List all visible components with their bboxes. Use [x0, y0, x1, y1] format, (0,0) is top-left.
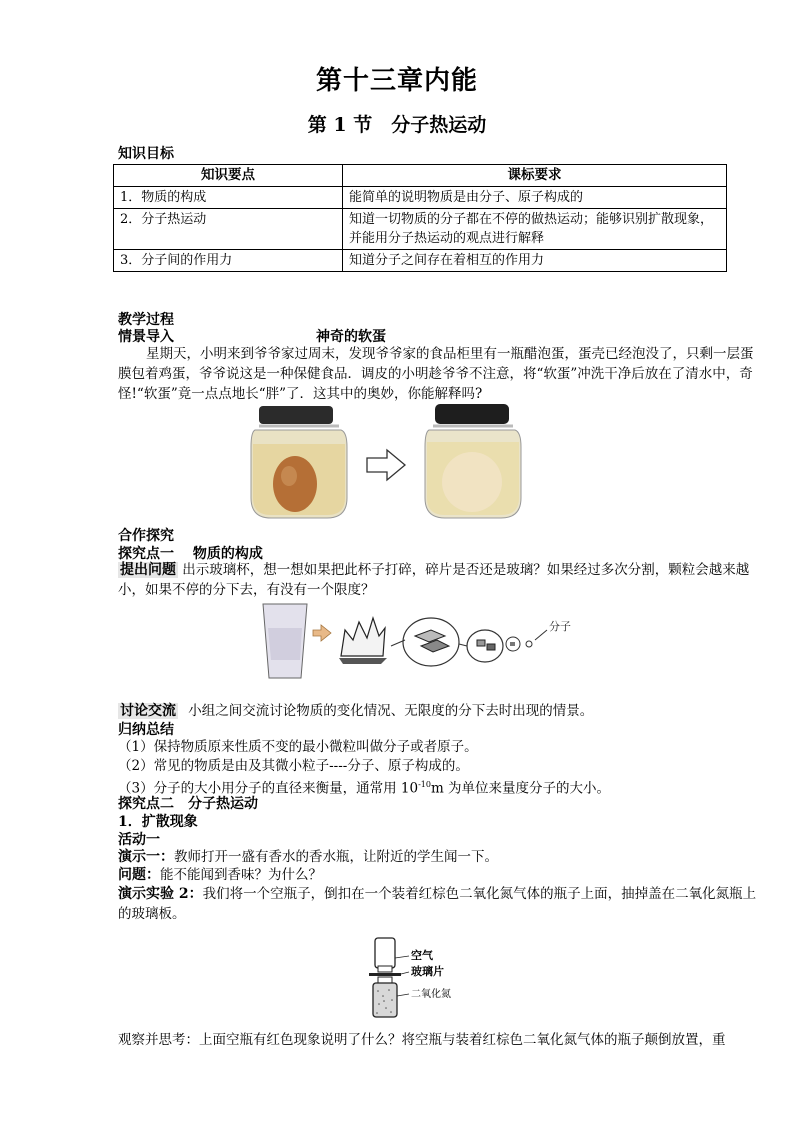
ask-label: 提出问题: [120, 562, 176, 578]
jar-before-image: [251, 406, 347, 518]
summary-item: （2）常见的物质是由及其微小粒子----分子、原子构成的。: [118, 758, 469, 774]
demo2-label: 演示实验 2：: [118, 886, 203, 902]
arrow-right-icon: [367, 450, 405, 480]
observe-text: 观察并思考：上面空瓶有红色现象说明了什么？将空瓶与装着红棕色二氧化氮气体的瓶子颠倒放置，重: [118, 1032, 726, 1048]
activity-label: 活动一: [118, 832, 160, 848]
summary-label: 归纳总结: [118, 722, 174, 738]
broken-glass-image: [339, 618, 387, 664]
exponent-text: -10: [418, 780, 431, 789]
demo2-text: 我们将一个空瓶子，倒扣在一个装着红棕色二氧化氮气体的瓶子上面，抽掉盖在二氧化氮瓶上的玻璃板。: [118, 886, 757, 922]
chapter-title: 第十三章内能: [315, 66, 478, 96]
summary-item-text: （3）分子的大小用分子的直径来衡量，通常用 10: [118, 780, 419, 797]
goals-heading: 知识目标: [118, 146, 174, 162]
upper-bottle-image: [375, 938, 395, 972]
diffusion-apparatus-illustration: [365, 936, 475, 1021]
section-title: 第 1 节 分子热运动: [307, 114, 487, 136]
label-glass-plate: 玻璃片: [411, 965, 444, 978]
goal-point: 3．分子间的作用力: [114, 250, 343, 272]
explore-heading: 合作探究: [118, 528, 174, 544]
demo2-paragraph: [118, 884, 758, 924]
goals-col-point: 知识要点: [114, 165, 343, 187]
table-row: [114, 209, 727, 250]
demo1-paragraph: [118, 847, 758, 867]
diffusion-label: 1．扩散现象: [118, 814, 198, 830]
label-air: 空气: [411, 949, 433, 962]
discuss-paragraph: [118, 701, 758, 721]
goal-req: 知道分子之间存在着相互的作用力: [343, 250, 727, 272]
question-paragraph: [118, 865, 758, 885]
demo1-text: 教师打开一盛有香水的香水瓶，让附近的学生闻一下。: [174, 849, 498, 865]
jar-after-image: [425, 404, 521, 518]
summary-item: （1）保持物质原来性质不变的最小微粒叫做分子或者原子。: [118, 739, 478, 755]
goals-col-req: 课标要求: [343, 165, 727, 187]
demo1-label: 演示一：: [118, 849, 174, 865]
summary-item-text: m 为单位来量度分子的大小。: [430, 780, 611, 797]
process-heading: 教学过程: [118, 312, 174, 328]
ask-paragraph: [118, 560, 758, 600]
table-row: [114, 187, 727, 209]
goals-header-row: [114, 165, 727, 187]
goal-point: 1．物质的构成: [114, 187, 343, 209]
glass-cup-image: [263, 604, 307, 678]
intro-title: 神奇的软蛋: [316, 329, 386, 345]
lower-bottle-image: [373, 977, 397, 1017]
glass-plate-image: [369, 973, 401, 976]
point1-label: 探究点一 物质的构成: [118, 546, 263, 562]
arrow-right-icon: [313, 625, 331, 641]
point2-label: 探究点二 分子热运动: [118, 796, 258, 812]
discuss-label: 讨论交流: [120, 703, 176, 719]
intro-label: 情景导入: [118, 329, 174, 345]
question-label: 问题：: [118, 867, 160, 883]
glass-division-illustration: [255, 600, 585, 685]
goals-table: [113, 164, 727, 272]
soft-egg-illustration: [245, 402, 525, 522]
goal-req: 知道一切物质的分子都在不停的做热运动；能够识别扩散现象，并能用分子热运动的观点进行解释: [343, 209, 727, 250]
question-text: 能不能闻到香味？为什么？: [160, 867, 322, 883]
discuss-text: 小组之间交流讨论物质的变化情况、无限度的分下去时出现的情景。: [188, 703, 594, 719]
goal-point: 2．分子热运动: [114, 209, 343, 250]
molecule-label: 分子: [549, 620, 571, 633]
intro-text: 星期天，小明来到爷爷家过周末，发现爷爷家的食品柜里有一瓶醋泡蛋，蛋壳已经泡没了，只剩一层蛋膜包着鸡蛋，爷爷说这是一种保健食品．调皮的小明趁爷爷不注意，将“软蛋”冲洗干净后放在了清水中，奇怪!“软蛋”竟一点点地长“胖”了．这其中的奥妙，你能解释吗?: [118, 346, 754, 402]
ask-text: 出示玻璃杯，想一想如果把此杯子打碎，碎片是否还是玻璃？如果经过多次分割，颗粒会越来越小，如果不停的分下去，有没有一个限度？: [118, 562, 750, 598]
label-no2: 二氧化氮: [411, 989, 451, 1000]
goal-req: 能简单的说明物质是由分子、原子构成的: [343, 187, 727, 209]
table-row: [114, 250, 727, 272]
